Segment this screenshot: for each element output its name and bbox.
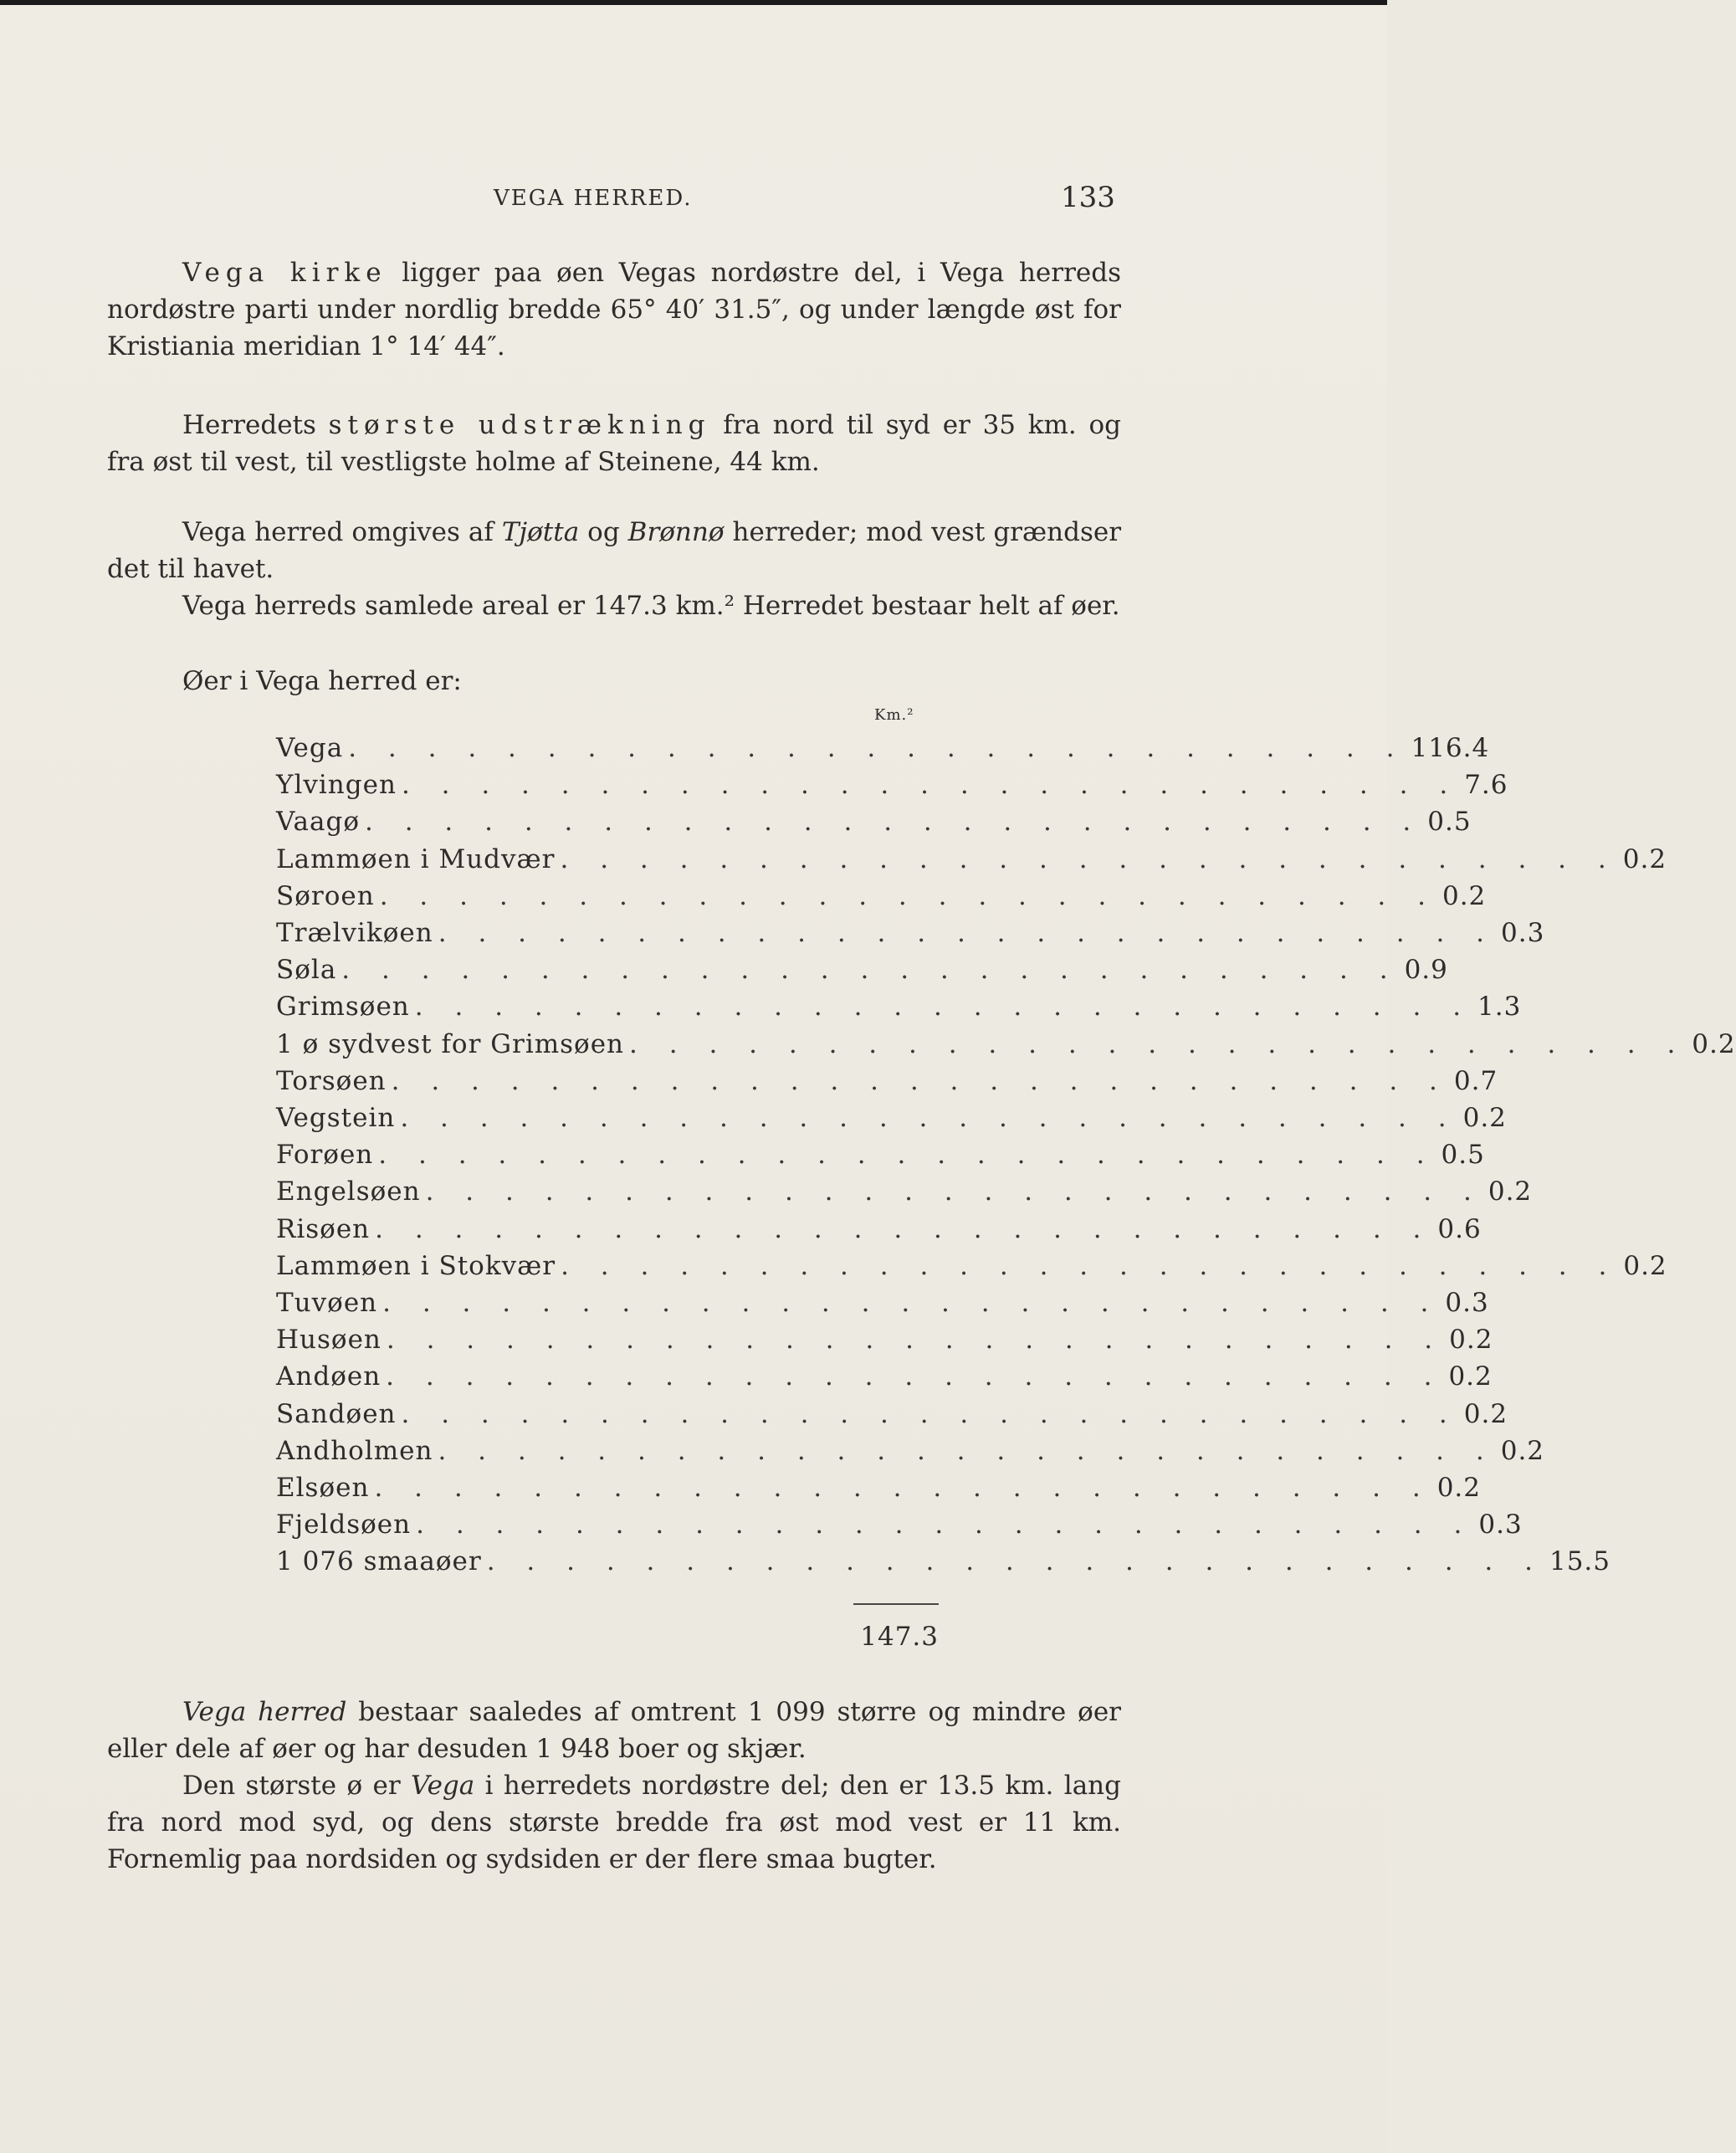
paragraph-text: Vega herreds samlede areal er 147.3 km.² Herredet bestaar helt af øer. xyxy=(182,591,1120,621)
paragraph-text: i herredets nordøstre del; den er 13.5 km. lang fra nord mod syd, og dens største bredde fra øst mod vest er 11 km. Fornemlig paa nordsiden og sydsiden er der flere smaa bugter. xyxy=(107,1771,1121,1874)
paragraph-text: Den største ø er xyxy=(182,1771,412,1801)
island-area: 0.3 xyxy=(1501,918,1545,948)
island-area: 116.4 xyxy=(1411,733,1490,763)
italic-tjotta: Tjøtta xyxy=(501,517,580,547)
table-row xyxy=(276,1140,1485,1176)
dot-leader: . . . . . . . . . . . . . . . . . . . . . . . . . . . xyxy=(382,1288,1441,1318)
island-name: Tuvøen xyxy=(276,1288,378,1318)
paragraph-text: ligger paa øen Vegas nordøstre del, i Vega herreds nordøstre parti under nordlig bredde 65° 40′ 31.5″, og under længde øst for Kristiania meridian 1° 14′ 44″. xyxy=(107,258,1121,361)
island-area: 0.5 xyxy=(1441,1140,1485,1171)
paragraph-summary xyxy=(107,1694,1121,1878)
island-name: Vegstein xyxy=(276,1103,396,1133)
island-area: 15.5 xyxy=(1549,1546,1611,1577)
dot-leader: . . . . . . . . . . . . . . . . . . . . . . . . . . . xyxy=(561,1250,1619,1281)
island-area: 0.7 xyxy=(1453,1065,1498,1096)
table-row xyxy=(276,880,1487,918)
dot-leader: . . . . . . . . . . . . . . . . . . . . . . . . . . . xyxy=(348,733,1406,763)
paragraph-text: herreder; mod vest grændser det til havet. xyxy=(107,517,1122,584)
italic-bronno: Brønnø xyxy=(627,517,725,547)
island-name: Søroen xyxy=(276,880,375,911)
islands-intro: Øer i Vega herred er: xyxy=(182,666,462,696)
paragraph-vega-church xyxy=(107,254,1121,365)
island-area: 0.2 xyxy=(1622,843,1667,874)
dot-leader: . . . . . . . . . . . . . . . . . . . . . . . . . . . xyxy=(379,880,1437,911)
island-area: 1.3 xyxy=(1477,992,1522,1023)
table-row xyxy=(276,1546,1611,1583)
island-area: 0.2 xyxy=(1500,1435,1545,1466)
table-row xyxy=(276,992,1522,1028)
paragraph-extent xyxy=(107,407,1121,480)
dot-leader: . . . . . . . . . . . . . . . . . . . . . . . . . . . xyxy=(414,992,1473,1023)
table-row xyxy=(276,1250,1667,1288)
island-name: Trælvikøen xyxy=(276,918,433,948)
paragraph-text: Herredets xyxy=(182,410,329,440)
table-row xyxy=(276,1435,1545,1473)
island-name: Vega xyxy=(276,733,344,763)
island-area: 0.6 xyxy=(1437,1213,1482,1244)
dot-leader: . . . . . . . . . . . . . . . . . . . . . . . . . . . xyxy=(425,1176,1483,1207)
spaced-lead: Vega kirke xyxy=(182,258,387,288)
island-name: Forøen xyxy=(276,1140,374,1171)
paragraph-borders-area xyxy=(107,514,1121,624)
island-area: 0.2 xyxy=(1623,1250,1667,1281)
page-number: 133 xyxy=(1061,181,1115,214)
island-area: 0.9 xyxy=(1404,955,1448,986)
island-name: Torsøen xyxy=(276,1065,387,1096)
table-row xyxy=(276,1176,1533,1213)
island-name: Engelsøen xyxy=(276,1176,421,1207)
island-area: 0.2 xyxy=(1463,1398,1508,1429)
island-name: Risøen xyxy=(276,1213,371,1244)
island-name: Husøen xyxy=(276,1325,382,1356)
dot-leader: . . . . . . . . . . . . . . . . . . . . . . . . . . . xyxy=(401,770,1460,801)
table-row xyxy=(276,1288,1489,1325)
page-header xyxy=(0,181,1387,219)
dot-leader: . . . . . . . . . . . . . . . . . . . . . . . . . . . xyxy=(386,1325,1445,1356)
sum-rule xyxy=(853,1603,939,1605)
paragraph-text: bestaar saaledes af omtrent 1 099 større og mindre øer eller dele af øer og har desuden 1 948 boer og skjær. xyxy=(107,1697,1121,1764)
running-title: VEGA HERRED. xyxy=(494,186,693,211)
island-area: 0.3 xyxy=(1478,1510,1523,1540)
paragraph-text: fra nord til syd er 35 km. og fra øst til vest, til vestligste holme af Steinene, 44 km. xyxy=(107,410,1121,477)
island-name: Ylvingen xyxy=(276,770,397,801)
island-area: 0.2 xyxy=(1462,1103,1507,1133)
dot-leader: . . . . . . . . . . . . . . . . . . . . . . . . . . . xyxy=(560,843,1618,874)
island-area: 0.3 xyxy=(1445,1288,1489,1318)
table-row xyxy=(276,1028,1736,1066)
spaced-term: største udstrækning xyxy=(328,410,711,440)
island-name: Grimsøen xyxy=(276,992,410,1023)
table-row xyxy=(276,1065,1498,1103)
island-name: Sandøen xyxy=(276,1398,397,1429)
island-name: Søla xyxy=(276,955,337,986)
italic-vega-herred: Vega herred xyxy=(182,1697,347,1727)
table-row xyxy=(276,1325,1493,1361)
island-area: 0.2 xyxy=(1448,1361,1493,1392)
dot-leader: . . . . . . . . . . . . . . . . . . . . . . . . . . . xyxy=(400,1103,1458,1133)
table-row xyxy=(276,918,1545,955)
page-top-edge xyxy=(0,0,1387,5)
island-area: 0.2 xyxy=(1436,1473,1482,1503)
unit-header: Km.² xyxy=(874,706,914,724)
paragraph-text: og xyxy=(579,517,628,547)
island-area: 7.6 xyxy=(1464,770,1508,801)
table-row xyxy=(276,1473,1482,1510)
dot-leader: . . . . . . . . . . . . . . . . . . . . . . . . . . . xyxy=(341,955,1400,986)
table-row xyxy=(276,1510,1523,1546)
island-name: 1 ø sydvest for Grimsøen xyxy=(276,1028,625,1059)
dot-leader: . . . . . . . . . . . . . . . . . . . . . . . . . . . xyxy=(386,1361,1444,1392)
dot-leader: . . . . . . . . . . . . . . . . . . . . . . . . . . . xyxy=(365,807,1423,838)
island-area: 0.2 xyxy=(1442,880,1487,911)
dot-leader: . . . . . . . . . . . . . . . . . . . . . . . . . . . xyxy=(438,1435,1496,1466)
table-total: 147.3 xyxy=(860,1622,939,1652)
dot-leader: . . . . . . . . . . . . . . . . . . . . . . . . . . . xyxy=(629,1028,1687,1059)
island-name: Lammøen i Mudvær xyxy=(276,843,556,874)
island-area: 0.2 xyxy=(1488,1176,1533,1207)
island-name: Fjeldsøen xyxy=(276,1510,412,1540)
island-area: 0.2 xyxy=(1692,1028,1736,1059)
italic-vega: Vega xyxy=(411,1771,475,1801)
table-row xyxy=(276,807,1472,843)
island-name: Vaagø xyxy=(276,807,361,838)
table-row xyxy=(276,733,1490,770)
island-area: 0.5 xyxy=(1427,807,1472,838)
dot-leader: . . . . . . . . . . . . . . . . . . . . . . . . . . . xyxy=(486,1546,1544,1577)
dot-leader: . . . . . . . . . . . . . . . . . . . . . . . . . . . xyxy=(378,1140,1436,1171)
table-row xyxy=(276,1103,1507,1140)
island-area: 0.2 xyxy=(1449,1325,1493,1356)
island-name: Andøen xyxy=(276,1361,382,1392)
dot-leader: . . . . . . . . . . . . . . . . . . . . . . . . . . . xyxy=(416,1510,1474,1540)
island-name: 1 076 smaaøer xyxy=(276,1546,482,1577)
island-name: Elsøen xyxy=(276,1473,370,1503)
table-row xyxy=(276,1398,1508,1436)
island-name: Andholmen xyxy=(276,1435,433,1466)
dot-leader: . . . . . . . . . . . . . . . . . . . . . . . . . . . xyxy=(374,1473,1432,1503)
table-row xyxy=(276,1361,1493,1398)
table-row xyxy=(276,955,1448,992)
dot-leader: . . . . . . . . . . . . . . . . . . . . . . . . . . . xyxy=(391,1065,1449,1096)
table-row xyxy=(276,770,1508,807)
paragraph-text: Vega herred omgives af xyxy=(182,517,502,547)
island-name: Lammøen i Stokvær xyxy=(276,1250,556,1281)
dot-leader: . . . . . . . . . . . . . . . . . . . . . . . . . . . xyxy=(375,1213,1433,1244)
table-row xyxy=(276,843,1667,881)
dot-leader: . . . . . . . . . . . . . . . . . . . . . . . . . . . xyxy=(438,918,1497,948)
table-row xyxy=(276,1213,1482,1251)
dot-leader: . . . . . . . . . . . . . . . . . . . . . . . . . . . xyxy=(401,1398,1459,1429)
